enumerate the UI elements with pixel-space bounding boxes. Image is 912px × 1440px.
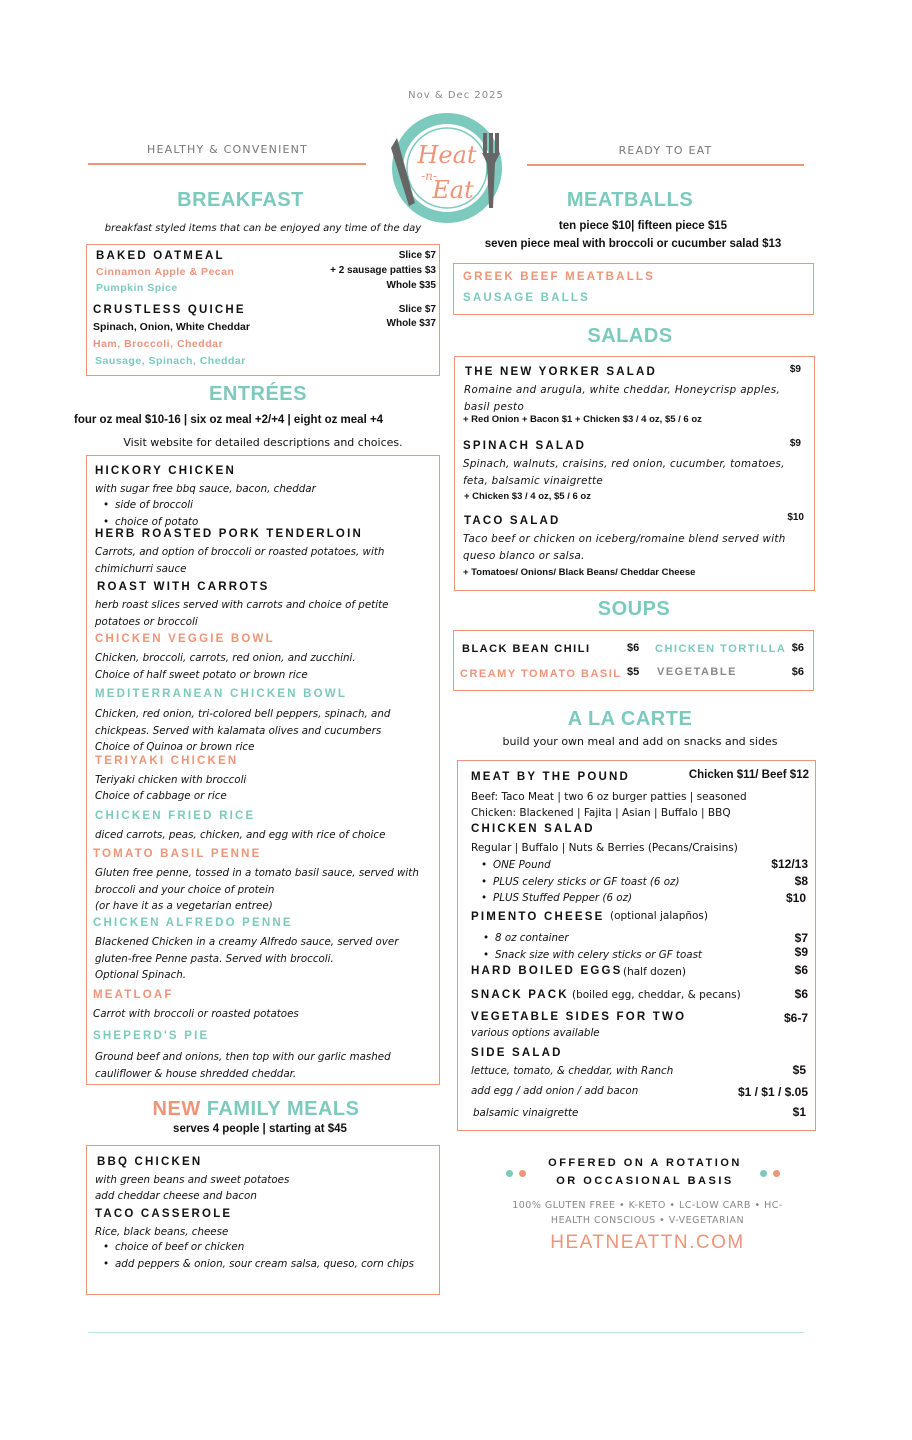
left-dots-icon	[506, 1170, 526, 1177]
entree-desc: with sugar free bbq sauce, bacon, cheddar	[95, 483, 316, 495]
oatmeal-variant: Pumpkin Spice	[96, 282, 178, 294]
crustless-quiche-name: CRUSTLESS QUICHE	[93, 304, 246, 316]
carte-item-price: $6	[794, 987, 808, 1001]
footer-divider	[88, 1332, 804, 1333]
entree-desc: Ground beef and onions, then top with our garlic mashed cauliflower & house shredded cheddar.	[95, 1051, 391, 1080]
salad-price: $9	[789, 438, 801, 449]
carte-option: • PLUS Stuffed Pepper (6 oz)	[481, 890, 679, 907]
carte-item-name: MEAT BY THE POUND	[471, 771, 631, 783]
carte-item-note: (boiled egg, cheddar, & pecans)	[572, 989, 741, 1001]
entree-name: MEATLOAF	[93, 989, 174, 1001]
family-item-options	[103, 1239, 423, 1272]
oatmeal-variant: Cinnamon Apple & Pecan	[96, 266, 235, 278]
heat-n-eat-logo	[385, 108, 510, 226]
carte-item-desc: balsamic vinaigrette	[473, 1107, 579, 1119]
breakfast-box	[86, 244, 440, 376]
entree-desc: Carrot with broccoli or roasted potatoes	[93, 1008, 299, 1020]
family-item-desc: add cheddar cheese and bacon	[95, 1190, 257, 1202]
meatballs-meal-pricing: seven piece meal with broccoli or cucumber salad $13	[484, 238, 782, 250]
menu-date: Nov & Dec 2025	[408, 90, 504, 101]
salad-name: TACO SALAD	[464, 515, 561, 527]
family-item-option: • choice of beef or chicken	[103, 1239, 423, 1256]
carte-option: • 8 oz container	[483, 930, 702, 947]
a-la-carte-subtitle: build your own meal and add on snacks and sides	[502, 735, 778, 748]
salad-price: $10	[787, 512, 804, 523]
soup-price: $6	[791, 642, 804, 654]
entree-options	[103, 497, 198, 530]
right-tagline: READY TO EAT	[618, 144, 713, 157]
carte-item-price: $6-7	[783, 1011, 808, 1025]
carte-option-price: $9	[794, 945, 808, 959]
soup-price: $6	[791, 666, 804, 678]
entree-name: HICKORY CHICKEN	[95, 465, 236, 477]
carte-item-desc: various options available	[471, 1027, 600, 1039]
entree-option: • choice of potato	[103, 514, 198, 531]
carte-item-desc: add egg / add onion / add bacon	[471, 1085, 639, 1097]
entree-name: SHEPERD'S PIE	[93, 1030, 210, 1042]
entree-desc: Blackened Chicken in a creamy Alfredo sauce, served over gluten-free Penne pasta. Served with broccoli.	[95, 936, 399, 965]
entree-name: CHICKEN ALFREDO PENNE	[93, 917, 293, 929]
salad-desc: Romaine and arugula, white cheddar, Honeycrisp apples, basil pesto	[464, 384, 781, 413]
meatball-item: GREEK BEEF MEATBALLS	[463, 271, 656, 283]
entree-desc: Choice of Quinoa or brown rice	[95, 741, 255, 753]
a-la-carte-box	[457, 760, 816, 1131]
carte-item-price: $1	[792, 1105, 806, 1119]
rotation-note: OR OCCASIONAL BASIS	[556, 1175, 734, 1187]
carte-item-desc: Beef: Taco Meat | two 6 oz burger patties | seasoned	[471, 791, 747, 803]
meatballs-box	[453, 263, 814, 315]
right-divider	[527, 164, 804, 166]
carte-option-price: $12/13	[771, 857, 808, 871]
salads-title: SALADS	[587, 325, 673, 347]
carte-item-desc: lettuce, tomato, & cheddar, with Ranch	[471, 1065, 674, 1077]
breakfast-title: BREAKFAST	[177, 189, 304, 211]
family-meals-title	[86, 1098, 426, 1121]
soup-name: VEGETABLE	[657, 666, 737, 678]
carte-option-price: $7	[794, 931, 808, 945]
entree-name: ROAST WITH CARROTS	[97, 581, 270, 593]
carte-item-name: SIDE SALAD	[471, 1047, 563, 1059]
salad-addons: + Tomatoes/ Onions/ Black Beans/ Cheddar Cheese	[463, 567, 696, 578]
carte-item-desc: Regular | Buffalo | Nuts & Berries (Pecans/Craisins)	[471, 842, 738, 854]
salad-price: $9	[789, 364, 801, 375]
carte-item-note: (half dozen)	[623, 966, 686, 978]
entree-name: TERIYAKI CHICKEN	[95, 755, 239, 767]
carte-item-name: HARD BOILED EGGS	[471, 965, 623, 977]
family-item-name: TACO CASSEROLE	[95, 1208, 233, 1220]
left-divider	[88, 163, 366, 165]
quiche-price: Slice $7	[398, 304, 436, 315]
entree-desc: herb roast slices served with carrots and choice of petite potatoes or broccoli	[95, 599, 389, 628]
carte-item-name: VEGETABLE SIDES FOR TWO	[471, 1011, 687, 1023]
entrees-note: Visit website for detailed descriptions and choices.	[123, 436, 403, 449]
soup-price: $6	[627, 642, 640, 654]
salad-addons: + Chicken $3 / 4 oz, $5 / 6 oz	[464, 491, 591, 502]
quiche-variant: Sausage, Spinach, Cheddar	[95, 355, 246, 367]
family-item-desc: with green beans and sweet potatoes	[95, 1174, 290, 1186]
carte-item-desc: Chicken: Blackened | Fajita | Asian | Buffalo | BBQ	[471, 807, 731, 819]
soup-name: CREAMY TOMATO BASIL	[460, 668, 622, 680]
oatmeal-price: Slice $7	[398, 250, 436, 261]
quiche-variant: Spinach, Onion, White Cheddar	[93, 321, 250, 333]
carte-item-name: PIMENTO CHEESE	[471, 911, 605, 923]
soup-name: CHICKEN TORTILLA	[655, 643, 787, 655]
entree-desc: diced carrots, peas, chicken, and egg with rice of choice	[95, 829, 386, 841]
diet-legend: 100% GLUTEN FREE • K-KETO • LC-LOW CARB • HC-	[512, 1200, 783, 1211]
meatballs-pricing: ten piece $10| fifteen piece $15	[558, 220, 728, 232]
entree-desc: Choice of cabbage or rice	[95, 790, 227, 802]
carte-item-price: $6	[794, 963, 808, 977]
entree-name: MEDITERRANEAN CHICKEN BOWL	[95, 688, 348, 700]
rotation-note: OFFERED ON A ROTATION	[548, 1157, 742, 1169]
entrees-title: ENTRÉES	[209, 383, 307, 405]
entree-name: TOMATO BASIL PENNE	[93, 848, 262, 860]
breakfast-subtitle: breakfast styled items that can be enjoyed any time of the day	[104, 223, 422, 234]
soups-title: SOUPS	[597, 598, 671, 620]
soup-price: $5	[627, 666, 640, 678]
entrees-pricing: four oz meal $10-16 | six oz meal +2/+4 | eight oz meal +4	[74, 414, 384, 426]
meatballs-title: MEATBALLS	[566, 189, 694, 211]
entrees-box	[86, 455, 440, 1085]
new-label: NEW	[152, 1098, 201, 1120]
entree-desc: Chicken, red onion, tri-colored bell peppers, spinach, and chickpeas. Served with kalamata olives and cucumbers	[95, 708, 391, 737]
carte-item-price: Chicken $11/ Beef $12	[688, 769, 809, 781]
quiche-price: Whole $37	[386, 318, 436, 329]
oatmeal-price: Whole $35	[386, 280, 436, 291]
family-meals-label: FAMILY MEALS	[206, 1098, 360, 1120]
chicken-salad-options	[481, 857, 679, 907]
family-meals-subtitle: serves 4 people | starting at $45	[173, 1123, 347, 1135]
left-tagline: HEALTHY & CONVENIENT	[146, 143, 309, 156]
entree-desc: (or have it as a vegetarian entree)	[95, 900, 273, 912]
carte-item-note: (optional jalapños)	[610, 910, 709, 922]
website-link[interactable]: HEATNEATTN.COM	[550, 1232, 745, 1253]
entree-desc: Optional Spinach.	[95, 969, 187, 981]
quiche-variant: Ham, Broccoli, Cheddar	[93, 338, 224, 350]
carte-item-price: $5	[792, 1063, 806, 1077]
baked-oatmeal-name: BAKED OATMEAL	[96, 250, 225, 262]
carte-option: • Snack size with celery sticks or GF toast	[483, 947, 702, 964]
carte-option-price: $10	[785, 891, 806, 905]
svg-text:-n-: -n-	[421, 169, 437, 183]
oatmeal-price: + 2 sausage patties $3	[330, 265, 436, 276]
logo-plate-icon	[385, 108, 510, 226]
family-meals-box	[86, 1145, 440, 1295]
family-item-name: BBQ CHICKEN	[97, 1156, 203, 1168]
salad-name: THE NEW YORKER SALAD	[465, 366, 658, 378]
svg-text:Eat: Eat	[432, 176, 474, 204]
carte-option-price: $8	[794, 874, 808, 888]
entree-desc: Carrots, and option of broccoli or roasted potatoes, with chimichurri sauce	[95, 546, 385, 575]
soups-box	[453, 630, 814, 691]
carte-item-name: SNACK PACK	[471, 989, 569, 1001]
entree-desc: Chicken, broccoli, carrots, red onion, and zucchini.	[95, 652, 356, 664]
entree-desc: Gluten free penne, tossed in a tomato basil sauce, served with broccoli and your choice of protein	[95, 867, 419, 896]
entree-desc: Choice of half sweet potato or brown rice	[95, 669, 308, 681]
salads-box	[454, 356, 815, 591]
a-la-carte-title: A LA CARTE	[567, 708, 693, 730]
family-item-desc: Rice, black beans, cheese	[95, 1226, 229, 1238]
entree-name: HERB ROASTED PORK TENDERLOIN	[95, 528, 363, 540]
salad-desc: Taco beef or chicken on iceberg/romaine blend served with queso blanco or salsa.	[463, 533, 786, 562]
meatball-item: SAUSAGE BALLS	[463, 292, 590, 304]
diet-legend: HEALTH CONSCIOUS • V-VEGETARIAN	[550, 1215, 745, 1226]
salad-desc: Spinach, walnuts, craisins, red onion, cucumber, tomatoes, feta, balsamic vinaigrette	[463, 458, 785, 487]
carte-item-name: CHICKEN SALAD	[471, 823, 595, 835]
family-item-option: • add peppers & onion, sour cream salsa, queso, corn chips	[103, 1256, 423, 1273]
entree-desc: Teriyaki chicken with broccoli	[95, 774, 247, 786]
entree-name: CHICKEN FRIED RICE	[95, 810, 256, 822]
pimento-options	[483, 930, 702, 963]
carte-option: • PLUS celery sticks or GF toast (6 oz)	[481, 874, 679, 891]
carte-option: • ONE Pound	[481, 857, 679, 874]
salad-addons: + Red Onion + Bacon $1 + Chicken $3 / 4 oz, $5 / 6 oz	[463, 414, 702, 425]
right-dots-icon	[760, 1170, 780, 1177]
entree-name: CHICKEN VEGGIE BOWL	[95, 633, 275, 645]
entree-option: • side of broccoli	[103, 497, 198, 514]
svg-text:Heat: Heat	[417, 141, 477, 169]
carte-item-price: $1 / $1 / $.05	[737, 1085, 808, 1099]
soup-name: BLACK BEAN CHILI	[462, 643, 591, 655]
salad-name: SPINACH SALAD	[463, 440, 587, 452]
